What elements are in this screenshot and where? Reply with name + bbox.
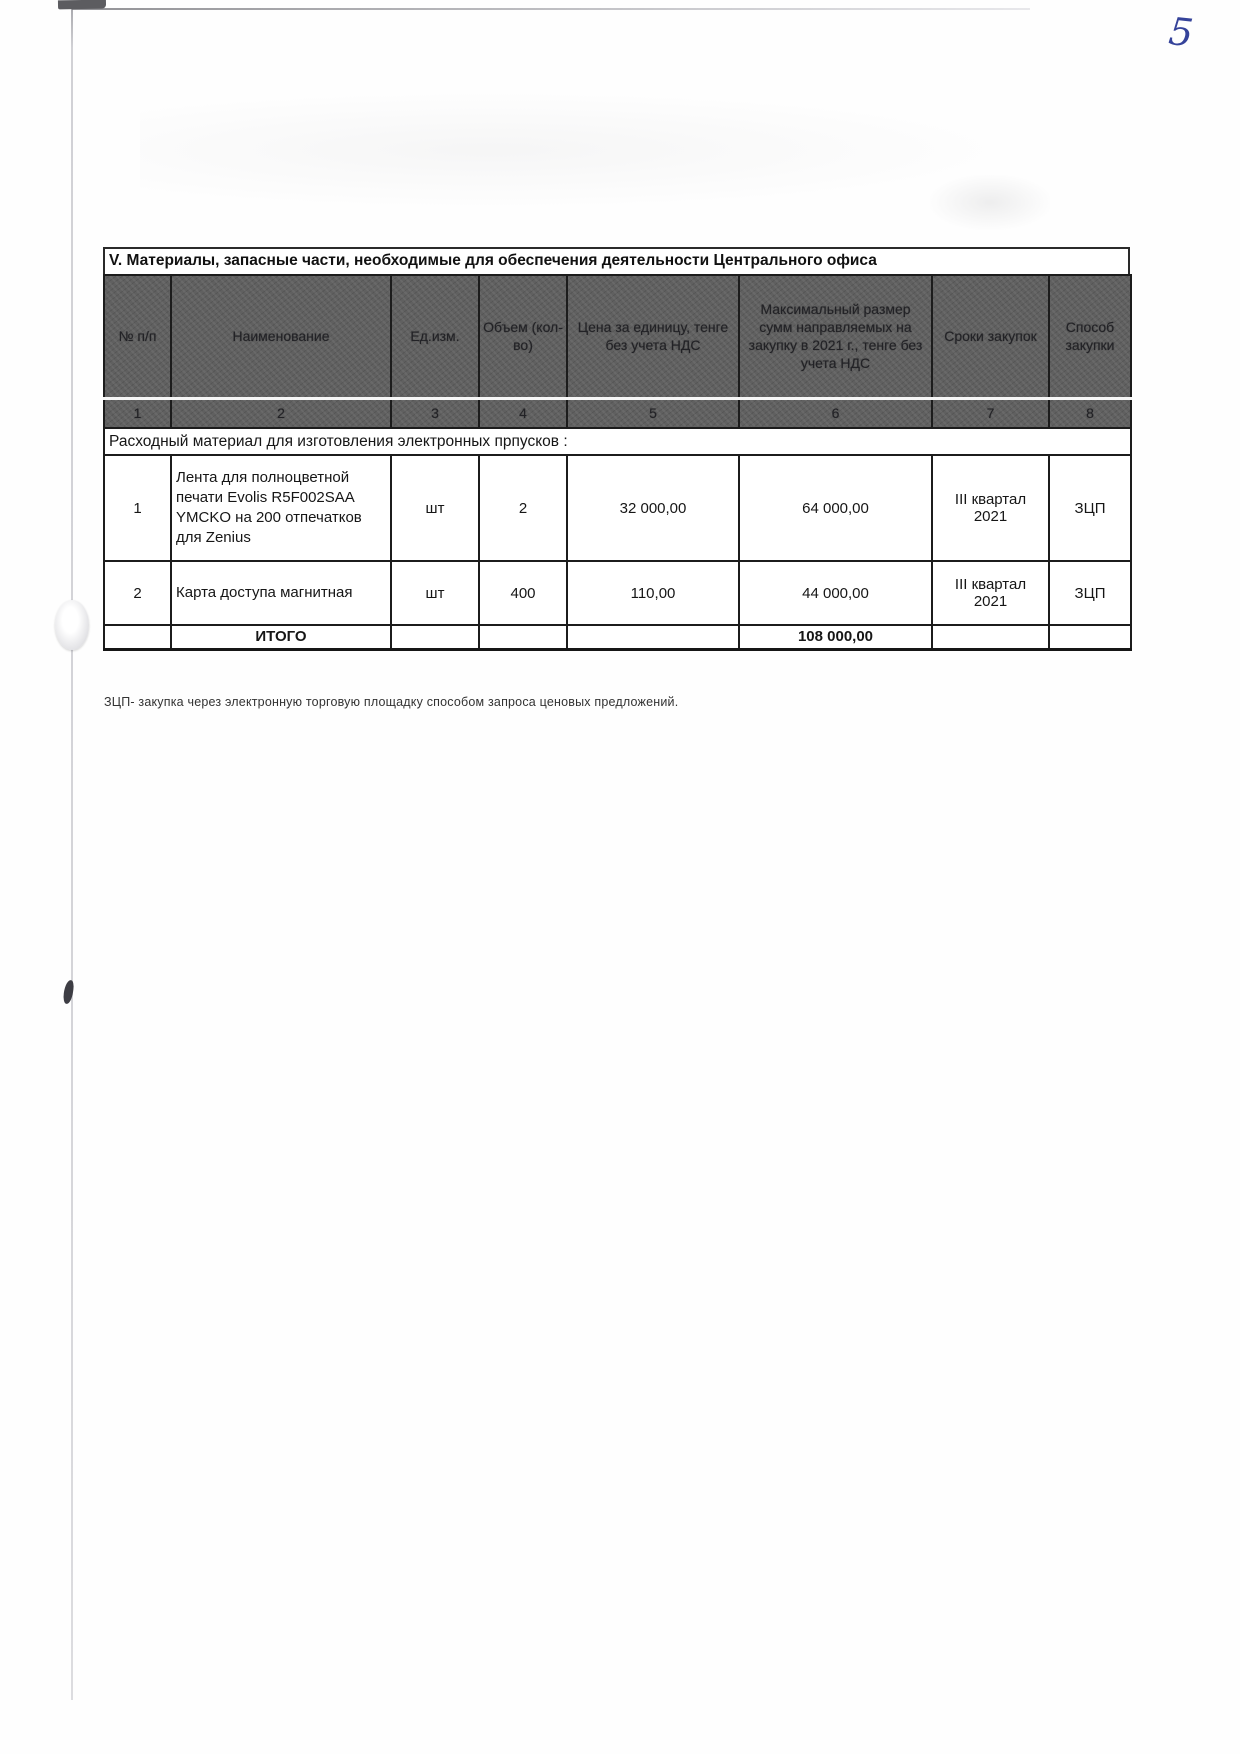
punch-hole-artifact [55, 600, 89, 650]
col-number: 8 [1049, 398, 1131, 428]
col-number: 6 [739, 398, 932, 428]
col-header-qty: Объем (кол-во) [479, 275, 567, 398]
cell-unit: шт [391, 455, 479, 561]
col-header-unit: Ед.изм. [391, 275, 479, 398]
col-number: 4 [479, 398, 567, 428]
col-header-max-sum: Максимальный размер сумм направляемых на закупку в 2021 г., тенге без учета НДС [739, 275, 932, 398]
scan-smudge [930, 175, 1050, 230]
cell-num: 1 [104, 455, 171, 561]
cell-qty: 400 [479, 561, 567, 625]
col-header-name: Наименование [171, 275, 391, 398]
cell-qty: 2 [479, 455, 567, 561]
total-row [104, 625, 1131, 649]
total-empty [1049, 625, 1131, 649]
col-number: 2 [171, 398, 391, 428]
procurement-table-wrapper [103, 274, 1130, 651]
section-row-label: Расходный материал для изготовления электронных прпусков : [104, 428, 1131, 455]
col-header-period: Сроки закупок [932, 275, 1049, 398]
col-header-method: Способ закупки [1049, 275, 1131, 398]
total-empty [479, 625, 567, 649]
section-title: V. Материалы, запасные части, необходимые для обеспечения деятельности Центрального офиса [103, 247, 1130, 274]
table-row [104, 455, 1131, 561]
cell-period: III квартал 2021 [932, 561, 1049, 625]
col-number: 1 [104, 398, 171, 428]
col-header-unit-price: Цена за единицу, тенге без учета НДС [567, 275, 739, 398]
cell-unit-price: 110,00 [567, 561, 739, 625]
scan-corner-mark [58, 0, 106, 9]
total-empty [932, 625, 1049, 649]
footnote: ЗЦП- закупка через электронную торговую площадку способом запроса ценовых предложений. [104, 695, 679, 709]
cell-unit-price: 32 000,00 [567, 455, 739, 561]
table-row [104, 561, 1131, 625]
procurement-table [103, 274, 1132, 651]
total-max-sum: 108 000,00 [739, 625, 932, 649]
column-number-row [104, 398, 1131, 428]
cell-method: ЗЦП [1049, 455, 1131, 561]
cell-max-sum: 64 000,00 [739, 455, 932, 561]
col-number: 5 [567, 398, 739, 428]
paper-edge-horizontal [72, 8, 1030, 10]
cell-period: III квартал 2021 [932, 455, 1049, 561]
section-row [104, 428, 1131, 455]
cell-name: Карта доступа магнитная [171, 561, 391, 625]
cell-max-sum: 44 000,00 [739, 561, 932, 625]
cell-name: Лента для полноцветной печати Evolis R5F002SAA YMCKO на 200 отпечатков для Zenius [171, 455, 391, 561]
col-number: 3 [391, 398, 479, 428]
total-empty [567, 625, 739, 649]
col-header-num: № п/п [104, 275, 171, 398]
scan-smudge [140, 90, 1020, 210]
table-header-row [104, 275, 1131, 398]
paper-edge-vertical [71, 8, 73, 1700]
total-empty [391, 625, 479, 649]
cell-method: ЗЦП [1049, 561, 1131, 625]
cell-num: 2 [104, 561, 171, 625]
cell-unit: шт [391, 561, 479, 625]
col-number: 7 [932, 398, 1049, 428]
total-label: ИТОГО [171, 625, 391, 649]
total-empty [104, 625, 171, 649]
handwritten-page-number: 5 [1166, 9, 1196, 56]
